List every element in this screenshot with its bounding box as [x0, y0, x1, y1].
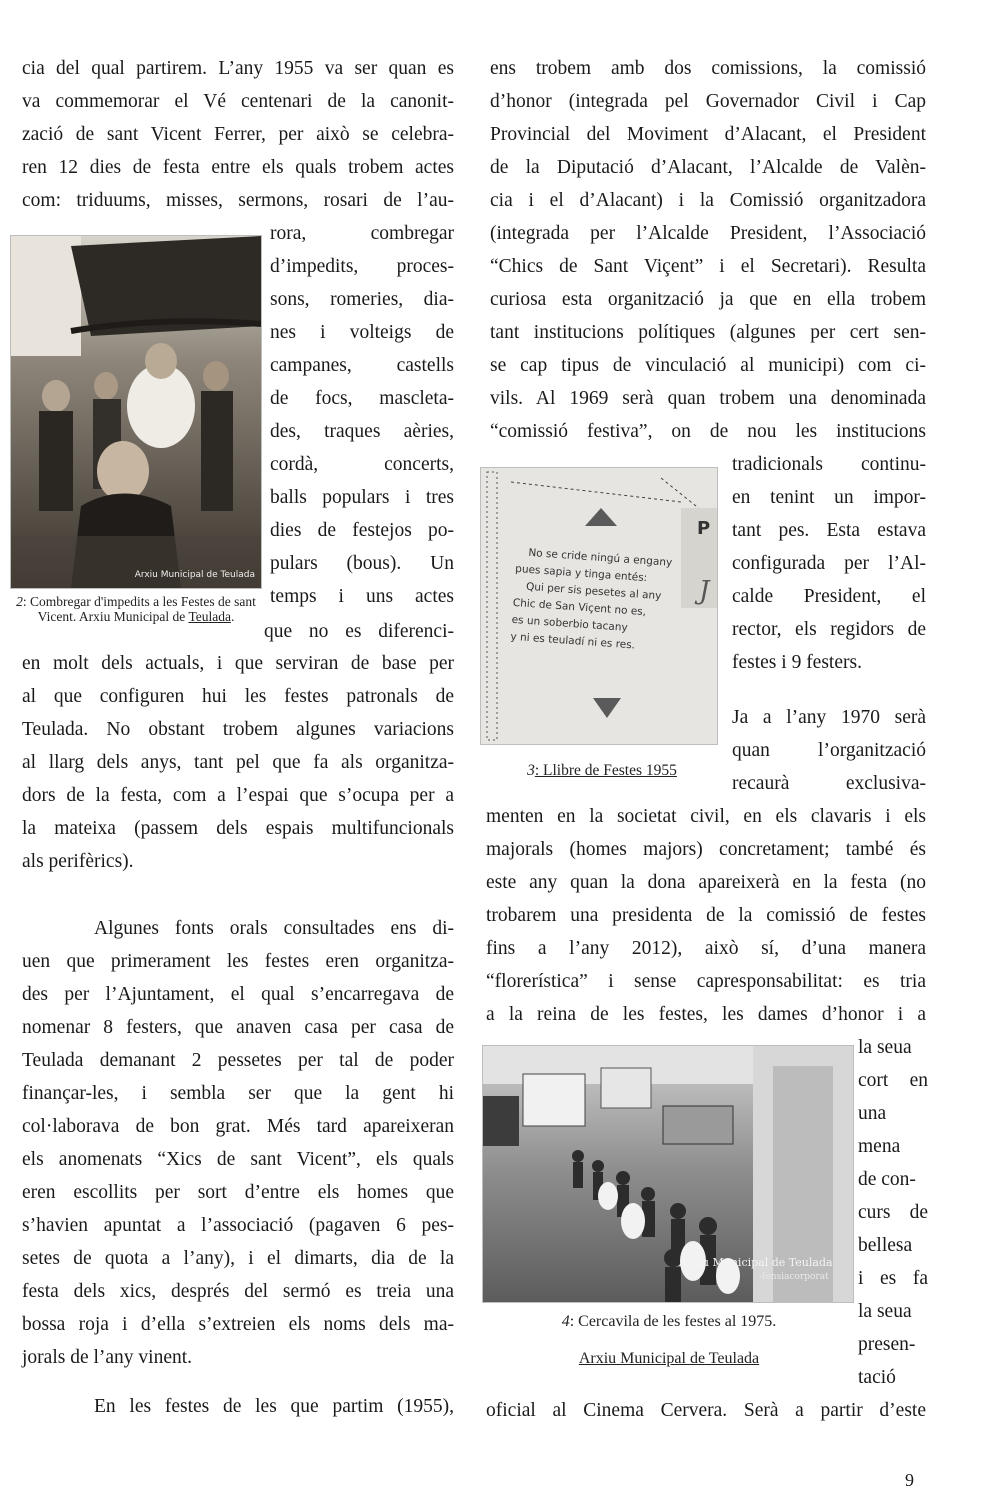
text-line: fins a l’any 2012), això sí, d’una manera [486, 938, 926, 959]
poem-line: No se cride ningú a engany [527, 546, 673, 569]
text-line: nomenar 8 festers, que anaven casa per casa de [22, 1017, 454, 1038]
text-line: uen que primerament les festes eren organitza- [22, 951, 454, 972]
text-line: balls populars i tres [270, 487, 454, 508]
text-line: als perifèrics). [22, 851, 134, 872]
caption-text: : Cercavila de les festes al 1975. [569, 1313, 777, 1330]
text-line: nes i volteigs de [270, 322, 454, 343]
text-line: trobarem una presidenta de la comissió de festes [486, 905, 926, 926]
text-line: dies de festejos po- [270, 520, 454, 541]
text-line: rora, combregar [270, 223, 454, 244]
figure-number: 4 [561, 1313, 570, 1330]
text-line: mena [858, 1136, 901, 1157]
text-line: col·laborava de bon grat. Més tard apareixeran [22, 1116, 454, 1137]
text-line: ens trobem amb dos comissions, la comissió [490, 58, 926, 79]
text-line: calde President, el [732, 586, 926, 607]
text-line: d’impedits, proces- [270, 256, 454, 277]
text-line: a la reina de les festes, les dames d’honor i a [486, 1004, 926, 1025]
photo-parade-1975 [482, 1045, 854, 1303]
text-line: sons, romeries, dia- [270, 289, 454, 310]
text-line: s’havien apuntat a l’associació (pagaven 6 pes- [22, 1215, 454, 1236]
text-line: setes de quota a l’any), i el dimarts, dia de la [22, 1248, 454, 1269]
text-line: oficial al Cinema Cervera. Serà a partir d’este [486, 1400, 926, 1421]
text-line: la seua [858, 1037, 912, 1058]
text-line: (integrada per l’Alcalde President, l’Associació [490, 223, 926, 244]
text-line: majorals (homes majors) concretament; també és [486, 839, 926, 860]
text-line: campanes, castells [270, 355, 454, 376]
text-line: jorals de l’any vinent. [22, 1347, 193, 1368]
text-line: bellesa [858, 1235, 913, 1256]
poem-line: es un soberbio tacany [511, 613, 629, 634]
text-line: en molt dels actuals, i que serviran de base per [22, 653, 454, 674]
text-line: els anomenats “Xics de sant Vicent”, els quals [22, 1149, 454, 1170]
caption-text: : Combregar d'impedits a les Festes de sant Vicent. Arxiu Municipal de [22, 594, 256, 624]
text-line: “comissió festiva”, on de nou les institucions [490, 421, 926, 442]
text-line: de la Diputació d’Alacant, l’Alcalde de Valèn- [490, 157, 926, 178]
text-line: menten en la societat civil, en els clavaris i els [486, 806, 926, 827]
text-line: presen- [858, 1334, 916, 1355]
poem-line: y ni es teuladí ni es res. [510, 630, 636, 652]
text-line: tació [858, 1367, 896, 1388]
text-line: cia i el d’Alacant) i la Comissió organitzadora [490, 190, 926, 211]
text-line: al que configuren hui les festes patronals de [22, 686, 454, 707]
text-line: tradicionals continu- [732, 454, 926, 475]
figure-caption-4-source[interactable]: Arxiu Municipal de Teulada [578, 1350, 760, 1367]
book-poem [510, 544, 687, 658]
text-line: rector, els regidors de [732, 619, 926, 640]
text-line: festa dels xics, després del sermó es treia una [22, 1281, 454, 1302]
text-line: este any quan la dona apareixerà en la festa (no [486, 872, 926, 893]
text-line: i es fa [858, 1268, 928, 1289]
book-side-letter: J [699, 576, 710, 606]
text-line: va commemorar el Vé centenari de la canonit- [22, 91, 454, 112]
text-line: festes i 9 festers. [732, 652, 862, 673]
text-line: temps i uns actes [270, 586, 454, 607]
photo-watermark: Arxiu Municipal de Teulada [679, 1256, 833, 1269]
text-line: de con- [858, 1169, 916, 1190]
text-line: la seua [858, 1301, 912, 1322]
figure-number: 2 [16, 594, 23, 609]
text-line: recaurà exclusiva- [732, 773, 926, 794]
text-line: de focs, mascleta- [270, 388, 454, 409]
text-line: dors de la festa, com a l’espai que s’ocupa per a [22, 785, 454, 806]
photo-watermark: Arxiu Municipal de Teulada [134, 570, 255, 580]
text-line: d’honor (integrada pel Governador Civil i Cap [490, 91, 926, 112]
text-line: Teulada demanant 2 pessetes per tal de poder [22, 1050, 454, 1071]
poem-line: Qui per sis pesetes al any [525, 580, 662, 603]
text-line: Teulada. No obstant trobem algunes variacions [22, 719, 454, 740]
text-line: al llarg dels anys, tant pel que fa als organitza- [22, 752, 454, 773]
text-line: curs de [858, 1202, 928, 1223]
caption-link[interactable]: Teulada [188, 609, 231, 624]
text-line: cia del qual partirem. L’any 1955 va ser quan es [22, 58, 454, 79]
caption-text[interactable]: : Llibre de Festes 1955 [534, 762, 677, 779]
text-line: des, traques aèries, [270, 421, 454, 442]
book-side-letter: P [697, 518, 711, 539]
figure-number: 3 [527, 762, 535, 779]
text-line: tant institucions polítiques (algunes per cert sen- [490, 322, 926, 343]
photo-watermark-2: -fonsiacorporat [759, 1272, 829, 1282]
poem-line: pues sapia y tinga entés: [514, 562, 648, 585]
text-line: “Chics de Sant Viçent” i el Secretari). Resulta [490, 256, 926, 277]
text-line: tant pes. Esta estava [732, 520, 926, 541]
text-line: en tenint un impor- [732, 487, 926, 508]
text-line: una [858, 1103, 887, 1124]
text-line: que no es diferenci- [264, 621, 454, 642]
text-line: com: triduums, misses, sermons, rosari de l’au- [22, 190, 454, 211]
text-line: Ja a l’any 1970 serà [732, 707, 926, 728]
text-line: Provincial del Moviment d’Alacant, el President [490, 124, 926, 145]
page-number: 9 [905, 1470, 914, 1490]
text-line: se cap tipus de vinculació al municipi) com ci- [490, 355, 926, 376]
text-line: cort en [858, 1070, 928, 1091]
text-line: ren 12 dies de festa entre els quals trobem actes [22, 157, 454, 178]
poem-line: Chic de San Viçent no es, [512, 596, 647, 619]
text-line: des per l’Ajuntament, el qual s’encarregava de [22, 984, 454, 1005]
text-line: quan l’organització [732, 740, 926, 761]
text-line: configurada per l’Al- [732, 553, 926, 574]
text-line: curiosa esta organització ja que en ella trobem [490, 289, 926, 310]
text-line: En les festes de les que partim (1955), [94, 1396, 454, 1417]
figure-caption-4 [486, 1312, 852, 1332]
text-line: Algunes fonts orals consultades ens di- [94, 918, 454, 939]
photo-procession-1955 [10, 235, 262, 589]
text-line: la mateixa (passem dels espais multifuncionals [22, 818, 454, 839]
text-line: cordà, concerts, [270, 454, 454, 475]
text-line: “florerística” i sense capresponsabilitat: es tria [486, 971, 926, 992]
text-line: finançar-les, i sembla ser que la gent hi [22, 1083, 454, 1104]
text-line: pulars (bous). Un [270, 553, 454, 574]
text-line: bossa roja i d’ella s’extreien els noms dels ma- [22, 1314, 454, 1335]
photo-festival-book-1955 [480, 467, 718, 745]
text-line: vils. Al 1969 serà quan trobem una denominada [490, 388, 926, 409]
figure-caption-2 [8, 594, 264, 624]
text-line: eren escollits per sort d’entre els homes que [22, 1182, 454, 1203]
figure-caption-3 [488, 762, 716, 780]
text-line: zació de sant Vicent Ferrer, per això se celebra- [22, 124, 454, 145]
caption-end: . [230, 609, 235, 624]
